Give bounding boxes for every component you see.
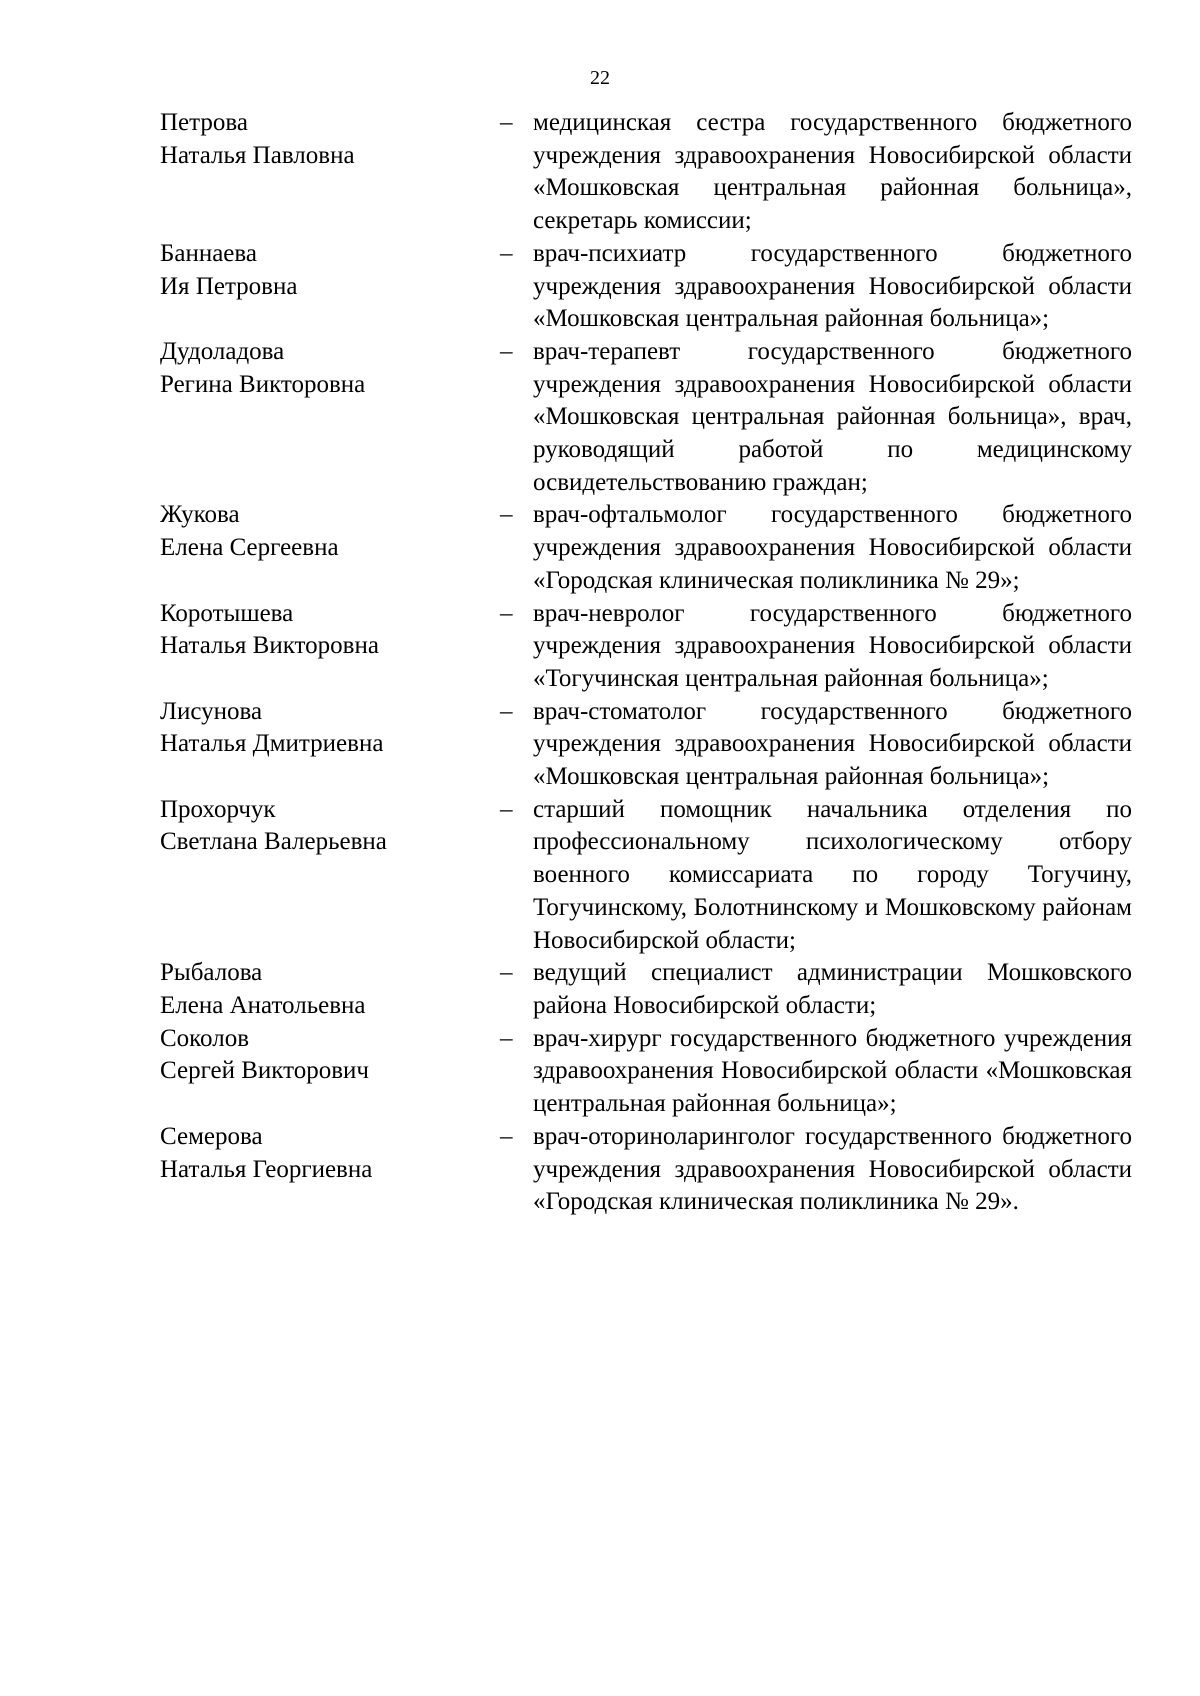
member-entry: [160, 598, 1132, 696]
member-entry: [160, 107, 1132, 238]
member-name: [160, 107, 500, 238]
member-description: ведущий специалист администрации Мошковского района Новосибирской области;: [533, 959, 1132, 1019]
member-name: [160, 1121, 500, 1219]
member-name: [160, 238, 500, 336]
member-given-name: Наталья Павловна: [160, 141, 355, 169]
dash: –: [500, 1024, 513, 1052]
member-description: врач-хирург государственного бюджетного учреждения здравоохранения Новосибирской области «Мошковская центральная районная больница»;: [533, 1024, 1132, 1118]
member-description: врач-офтальмолог государственного бюджетного учреждения здравоохранения Новосибирской области «Городская клиническая поликлиника № 29»;: [533, 501, 1132, 594]
member-entry: [160, 1023, 1132, 1121]
member-given-name: Наталья Георгиевна: [160, 1155, 373, 1183]
member-given-name: Ия Петровна: [160, 272, 298, 300]
member-surname: Соколов: [160, 1024, 250, 1052]
member-entry: [160, 696, 1132, 794]
member-name: [160, 499, 500, 597]
members-list: [160, 107, 1132, 1219]
member-given-name: Наталья Викторовна: [160, 632, 379, 660]
member-name: [160, 336, 500, 500]
dash: –: [500, 795, 513, 823]
member-description: врач-терапевт государственного бюджетного учреждения здравоохранения Новосибирской области «Мошковская центральная районная больница», врач, руководящий работой по медицинскому освидетельствованию граждан;: [533, 337, 1132, 496]
member-entry: [160, 1121, 1132, 1219]
member-name: [160, 598, 500, 696]
member-entry: [160, 794, 1132, 958]
member-entry: [160, 499, 1132, 597]
member-surname: Баннаева: [160, 239, 257, 267]
member-name: [160, 696, 500, 794]
dash: –: [500, 1122, 513, 1150]
member-entry: [160, 957, 1132, 1022]
member-description: медицинская сестра государственного бюджетного учреждения здравоохранения Новосибирской области «Мошковская центральная районная больница», секретарь комиссии;: [533, 109, 1132, 235]
member-surname: Прохорчук: [160, 795, 276, 823]
member-surname: Коротышева: [160, 599, 294, 627]
page-number: 22: [590, 67, 610, 89]
dash: –: [500, 959, 513, 987]
member-description: старший помощник начальника отделения по профессиональному психологическому отбору военного комиссариата по городу Тогучину, Тогучинскому, Болотнинскому и Мошковскому районам Новосибирской области;: [533, 795, 1132, 954]
member-description: врач-оториноларинголог государственного бюджетного учреждения здравоохранения Новосибирской области «Городская клиническая поликлиника № 29».: [533, 1122, 1132, 1216]
member-description: врач-стоматолог государственного бюджетного учреждения здравоохранения Новосибирской области «Мошковская центральная районная больница»;: [533, 697, 1132, 791]
member-given-name: Светлана Валерьевна: [160, 828, 387, 856]
member-surname: Жукова: [160, 501, 240, 529]
member-description: врач-психиатр государственного бюджетного учреждения здравоохранения Новосибирской области «Мошковская центральная районная больница»;: [533, 239, 1132, 333]
dash: –: [500, 239, 513, 267]
dash: –: [500, 501, 513, 529]
member-given-name: Регина Викторовна: [160, 370, 366, 398]
dash: –: [500, 697, 513, 725]
member-surname: Рыбалова: [160, 959, 263, 987]
member-name: [160, 794, 500, 958]
member-surname: Семерова: [160, 1122, 263, 1150]
member-entry: [160, 336, 1132, 500]
dash: –: [500, 599, 513, 627]
member-given-name: Елена Сергеевна: [160, 534, 339, 562]
member-given-name: Наталья Дмитриевна: [160, 730, 384, 758]
member-surname: Лисунова: [160, 697, 263, 725]
dash: –: [500, 337, 513, 365]
member-surname: Дудоладова: [160, 337, 285, 365]
member-name: [160, 1023, 500, 1121]
member-surname: Петрова: [160, 109, 248, 136]
member-given-name: Сергей Викторович: [160, 1057, 369, 1085]
member-description: врач-невролог государственного бюджетного учреждения здравоохранения Новосибирской области «Тогучинская центральная районная больница»;: [533, 599, 1132, 692]
dash: –: [500, 109, 513, 136]
member-entry: [160, 238, 1132, 336]
member-given-name: Елена Анатольевна: [160, 991, 366, 1019]
member-name: [160, 957, 500, 1022]
